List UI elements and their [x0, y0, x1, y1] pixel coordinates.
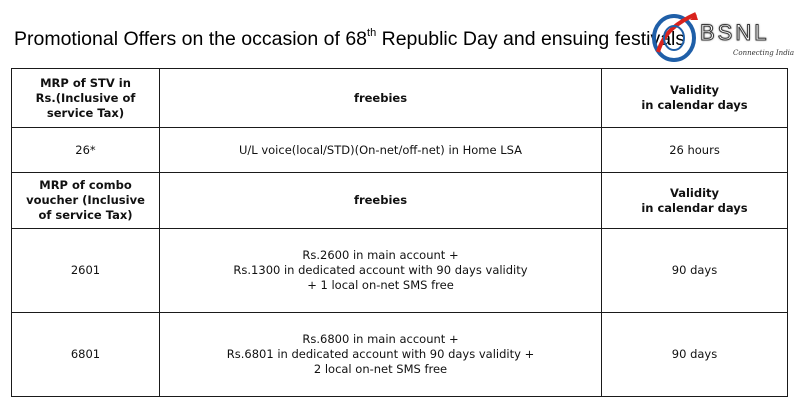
- page-title: [14, 28, 685, 51]
- title-main: Promotional Offers on the occasion of 68: [14, 28, 368, 50]
- header-validity: Validity in calendar days: [602, 69, 788, 128]
- title-superscript: th: [367, 26, 377, 39]
- logo-tagline: Connecting India: [733, 49, 795, 57]
- table-header-row: [12, 69, 788, 128]
- header-mrp-stv: MRP of STV in Rs.(Inclusive of service Tax): [12, 69, 160, 128]
- logo-text: BSNL: [700, 20, 770, 45]
- table-row: [12, 229, 788, 313]
- offers-table: [11, 68, 788, 397]
- cell-freebies: Rs.6800 in main account + Rs.6801 in dedicated account with 90 days validity + 2 local on-net SMS free: [160, 313, 602, 397]
- header-freebies: freebies: [160, 69, 602, 128]
- cell-mrp: 2601: [12, 229, 160, 313]
- cell-validity: 90 days: [602, 229, 788, 313]
- cell-freebies: Rs.2600 in main account + Rs.1300 in dedicated account with 90 days validity + 1 local on-net SMS free: [160, 229, 602, 313]
- header-mrp-combo: MRP of combo voucher (Inclusive of service Tax): [12, 173, 160, 229]
- cell-mrp: 6801: [12, 313, 160, 397]
- table-row: [12, 313, 788, 397]
- cell-validity: 90 days: [602, 313, 788, 397]
- table-header-row: [12, 173, 788, 229]
- cell-validity: 26 hours: [602, 128, 788, 173]
- header-validity: Validity in calendar days: [602, 173, 788, 229]
- header-freebies: freebies: [160, 173, 602, 229]
- cell-mrp: 26*: [12, 128, 160, 173]
- cell-freebies: U/L voice(local/STD)(On-net/off-net) in Home LSA: [160, 128, 602, 173]
- table-row: [12, 128, 788, 173]
- title-rest: Republic Day and ensuing festivals: [376, 28, 686, 50]
